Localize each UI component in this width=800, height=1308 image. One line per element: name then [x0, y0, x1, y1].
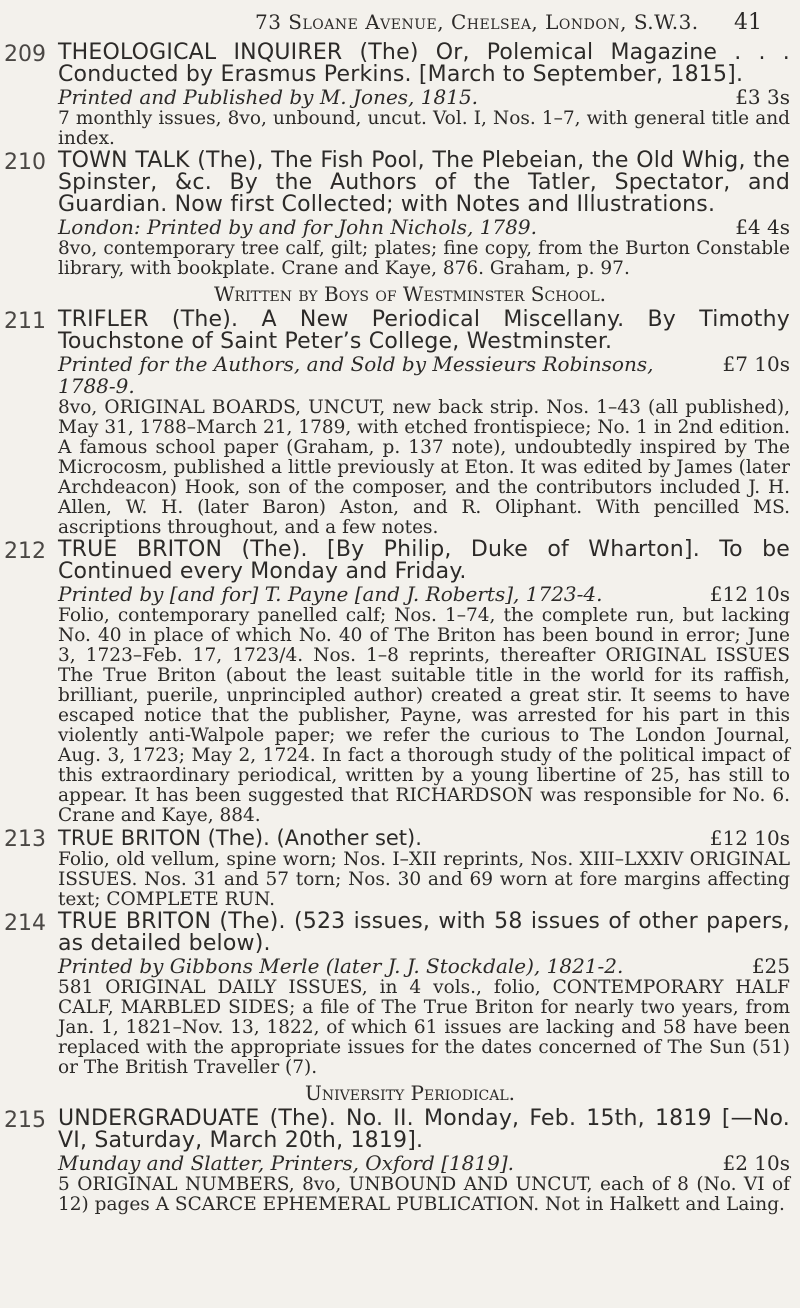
entry-heading: UNDERGRADUATE (The). No. II. Monday, Feb. 15th, 1819 [—No. VI, Saturday, March 20th, 1819].	[58, 1106, 790, 1153]
entry-description: 7 monthly issues, 8vo, unbound, uncut. Vol. I, Nos. 1–7, with general title and index.	[58, 108, 790, 149]
catalogue-entry	[0, 42, 800, 149]
entry-imprint: Printed and Published by M. Jones, 1815.	[58, 85, 479, 109]
entry-description: 8vo, ORIGINAL BOARDS, UNCUT, new back strip. Nos. 1–43 (all published), May 31, 1788–March 21, 1789, with etched frontispiece; No. 1 in 2nd edition. A famous school paper (Graham, p. 137 note), undoubtedly inspired by The Microcosm, published a little previously at Eton. It was edited by James (later Archdeacon) Hook, son of the composer, and the contributors included J. H. Allen, W. H. (later Baron) Aston, and R. Oliphant. With pencilled MS. ascriptions throughout, and a few notes.	[58, 397, 790, 538]
running-head-address: 73 Sloane Avenue, Chelsea, London, S.W.3.	[255, 10, 699, 34]
section-heading: University Periodical.	[304, 1081, 516, 1105]
entry-price: £3 3s	[735, 85, 790, 109]
entry-number: 211	[4, 309, 46, 334]
entry-description: 581 ORIGINAL DAILY ISSUES, in 4 vols., folio, CONTEMPORARY HALF CALF, MARBLED SIDES; a file of The True Briton for nearly two years, from Jan. 1, 1821–Nov. 13, 1822, of which 61 issues are lacking and 58 have been replaced with the appropriate issues for the dates concerned of The Sun (51) or The British Traveller (7).	[58, 977, 790, 1078]
entry-description: 8vo, contemporary tree calf, gilt; plates; fine copy, from the Burton Constable library, with bookplate. Crane and Kaye, 876. Graham, p. 97.	[58, 238, 790, 279]
entry-price: £7 10s	[722, 352, 790, 376]
entry-heading: TRUE BRITON (The). (Another set).	[58, 826, 422, 850]
entry-price: £4 4s	[735, 215, 790, 239]
catalogue-entry	[0, 911, 800, 1078]
entry-number: 212	[4, 539, 46, 564]
entry-price: £2 10s	[722, 1151, 790, 1175]
entry-heading: TRUE BRITON (The). (523 issues, with 58 issues of other papers, as detailed below).	[58, 909, 790, 956]
entry-price: £12 10s	[709, 826, 790, 850]
entry-heading: THEOLOGICAL INQUIRER (The) Or, Polemical Magazine . . . Conducted by Erasmus Perkins. [March to September, 1815].	[58, 40, 790, 87]
entry-number: 209	[4, 42, 46, 67]
running-head	[0, 4, 800, 40]
entry-heading: TOWN TALK (The), The Fish Pool, The Plebeian, the Old Whig, the Spinster, &c. By the Authors of the Tatler, Spectator, and Guardian. Now first Collected; with Notes and Illustrations.	[58, 148, 790, 217]
section-heading: Written by Boys of Westminster School.	[213, 282, 607, 306]
entry-number: 214	[4, 911, 46, 936]
entry-imprint: Printed by [and for] T. Payne [and J. Roberts], 1723-4.	[58, 582, 603, 606]
catalogue-entries	[0, 42, 800, 1216]
catalogue-entry	[0, 150, 800, 279]
entry-imprint: Munday and Slatter, Printers, Oxford [1819].	[58, 1151, 515, 1175]
entry-number: 210	[4, 150, 46, 175]
entry-imprint: London: Printed by and for John Nichols, 1789.	[58, 215, 537, 239]
entry-number: 215	[4, 1108, 46, 1133]
entry-description: Folio, old vellum, spine worn; Nos. I–XII reprints, Nos. XIII–LXXIV ORIGINAL ISSUES. Nos. 31 and 57 torn; Nos. 30 and 69 worn at fore margins affecting text; COMPLETE RUN.	[58, 849, 790, 910]
entry-price: £25	[751, 954, 790, 978]
catalogue-entry	[0, 1108, 800, 1215]
catalogue-entry	[0, 827, 800, 910]
entry-price: £12 10s	[709, 582, 790, 606]
entry-description: Folio, contemporary panelled calf; Nos. 1–74, the complete run, but lacking No. 40 in place of which No. 40 of The Briton has been bound in error; June 3, 1723–Feb. 17, 1723/4. Nos. 1–8 reprints, thereafter ORIGINAL ISSUES The True Briton (about the least suitable title in the world for its raffish, brilliant, puerile, unprincipled author) created a great stir. It seems to have escaped notice that the publisher, Payne, was arrested for his part in this violently anti-Walpole paper; we refer the curious to The London Journal, Aug. 3, 1723; May 2, 1724. In fact a thorough study of the political impact of this extraordinary periodical, written by a young libertine of 25, has still to appear. It has been suggested that RICHARDSON was responsible for No. 6. Crane and Kaye, 884.	[58, 605, 790, 826]
entry-imprint: Printed by Gibbons Merle (later J. J. Stockdale), 1821-2.	[58, 954, 624, 978]
entry-imprint: Printed for the Authors, and Sold by Messieurs Robinsons, 1788-9.	[58, 352, 654, 398]
entry-number: 213	[4, 827, 46, 852]
catalogue-entry	[0, 539, 800, 826]
catalogue-entry	[0, 309, 800, 538]
entry-heading: TRIFLER (The). A New Periodical Miscellany. By Timothy Touchstone of Saint Peter’s College, Westminster.	[58, 307, 790, 354]
entry-description: 5 ORIGINAL NUMBERS, 8vo, UNBOUND AND UNCUT, each of 8 (No. VI of 12) pages A SCARCE EPHEMERAL PUBLICATION. Not in Halkett and Laing.	[58, 1174, 790, 1215]
page-number: 41	[734, 10, 762, 35]
entry-heading: TRUE BRITON (The). [By Philip, Duke of Wharton]. To be Continued every Monday and Friday.	[58, 537, 790, 584]
